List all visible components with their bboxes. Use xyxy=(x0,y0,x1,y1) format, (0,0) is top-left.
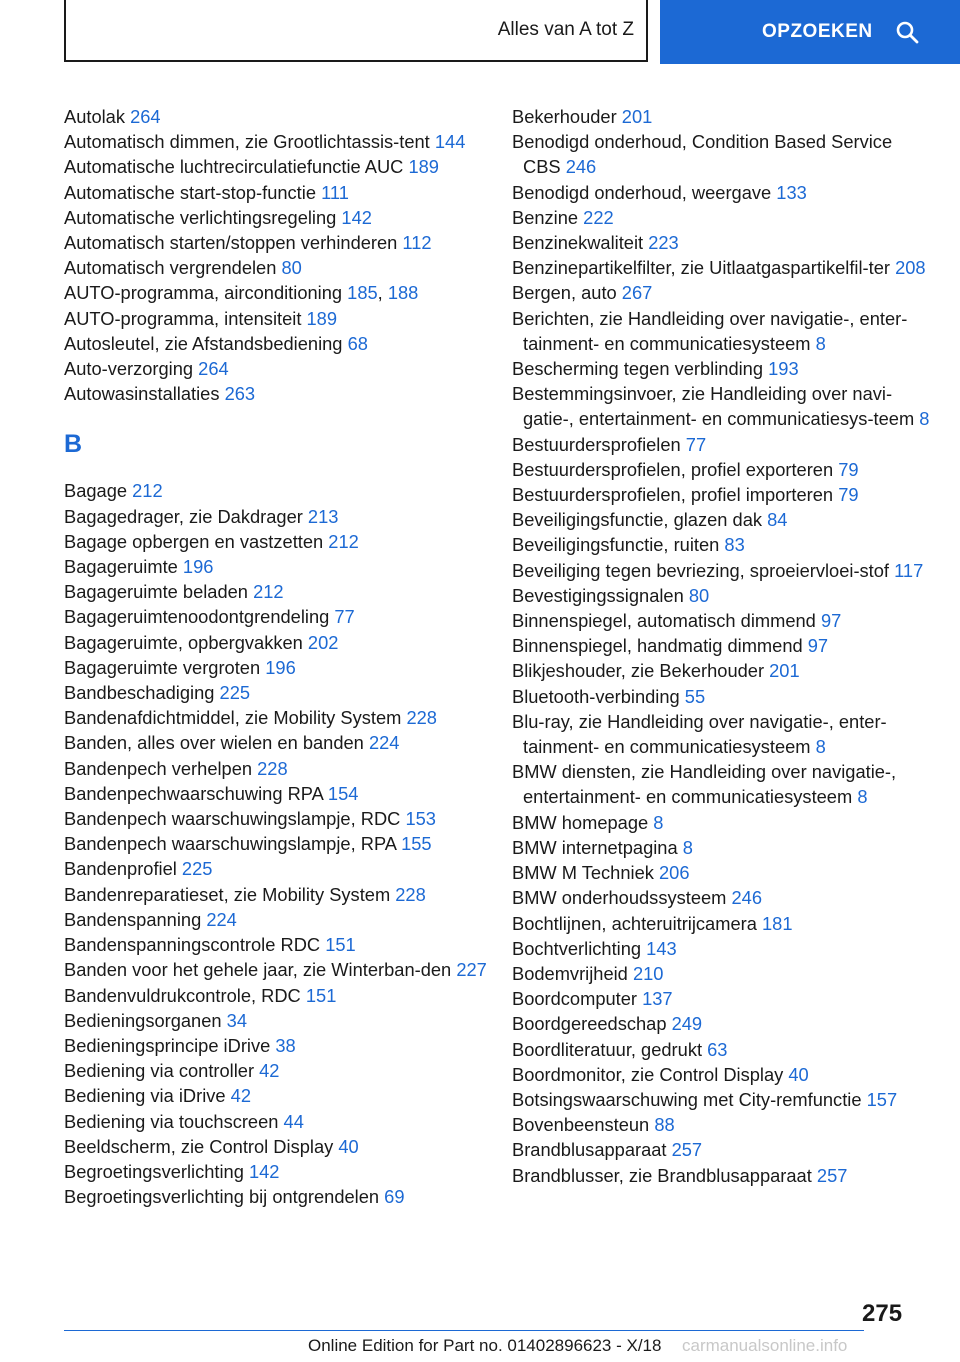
index-entry xyxy=(64,504,504,529)
page-link[interactable]: 8 xyxy=(653,811,664,833)
page-link[interactable]: 44 xyxy=(283,1110,304,1132)
index-entry xyxy=(512,810,932,835)
index-entry xyxy=(64,104,504,129)
page-link[interactable]: 246 xyxy=(731,887,762,909)
index-entry-text: Bagage opbergen en vastzetten xyxy=(64,530,324,552)
page-link[interactable]: 225 xyxy=(219,682,251,704)
page-link[interactable]: 79 xyxy=(838,458,859,480)
page-link[interactable]: 80 xyxy=(281,257,302,279)
page-link[interactable]: 213 xyxy=(307,505,339,527)
page-link[interactable]: 155 xyxy=(401,833,432,855)
header xyxy=(0,0,960,66)
index-entry xyxy=(512,457,932,482)
index-entry-text: BMW diensten, zie Handleiding over navigatie-, entertainment- en communicatiesysteem xyxy=(512,761,897,808)
index-entry xyxy=(64,983,504,1008)
index-entry xyxy=(64,205,504,230)
index-entry-text: Bagageruimtenoodontgrendeling xyxy=(64,606,330,628)
index-entry-text: Bagageruimte, opbergvakken xyxy=(64,631,303,653)
index-entry-text: Banden, alles over wielen en banden xyxy=(64,732,364,754)
index-entry-text: Benzinekwaliteit xyxy=(512,232,644,254)
index-entry xyxy=(64,478,504,503)
index-entry xyxy=(64,180,504,205)
index-entry-text: BMW internetpagina xyxy=(512,836,678,858)
index-entry xyxy=(512,1037,932,1062)
index-entry-text: Bedieningsprincipe iDrive xyxy=(64,1034,271,1056)
index-entry xyxy=(64,730,504,755)
index-entry-text: Benzine xyxy=(512,206,579,228)
section-letter: B xyxy=(64,430,83,459)
index-entry-text: Begroetingsverlichting bij ontgrendelen xyxy=(64,1186,380,1208)
index-entry xyxy=(64,907,504,932)
index-entry xyxy=(512,306,932,356)
page-link[interactable]: 185 xyxy=(347,282,378,304)
watermark: carmanualsonline.info xyxy=(682,1336,848,1355)
page-link[interactable]: 249 xyxy=(671,1013,703,1035)
index-entry xyxy=(64,781,504,806)
index-entry-text: Bestuurdersprofielen xyxy=(512,433,681,455)
page-link[interactable]: 267 xyxy=(621,282,653,304)
page-link[interactable]: 77 xyxy=(334,606,355,628)
page-link[interactable]: 264 xyxy=(198,358,229,380)
index-entry xyxy=(512,608,932,633)
index-entry xyxy=(512,1163,932,1188)
index-entry xyxy=(64,604,504,629)
index-entry-text: Bandenpechwaarschuwing RPA xyxy=(64,782,323,804)
index-entry-text: Brandblusser, zie Brandblusapparaat xyxy=(512,1164,812,1186)
index-entry xyxy=(64,1008,504,1033)
index-entry-text: Bandenspanning xyxy=(64,908,202,930)
index-entry-text: AUTO-programma, airconditioning xyxy=(64,282,343,304)
index-entry-text: Bediening via iDrive xyxy=(64,1085,226,1107)
index-entry xyxy=(64,1134,504,1159)
index-entry xyxy=(512,129,932,179)
index-entry xyxy=(512,482,932,507)
page-link[interactable]: 181 xyxy=(761,912,793,934)
page-link[interactable]: 137 xyxy=(642,988,673,1010)
index-entry xyxy=(512,633,932,658)
index-entry-text: Bescherming tegen verblinding xyxy=(512,358,764,380)
index-entry-text: Bagageruimte beladen xyxy=(64,581,248,603)
index-entry-text: Berichten, zie Handleiding over navigatie-, enter-tainment- en communicatiesysteem xyxy=(512,307,908,354)
index-entry xyxy=(64,856,504,881)
page-link[interactable]: 201 xyxy=(769,660,800,682)
index-entry xyxy=(512,432,932,457)
index-entry xyxy=(512,1087,932,1112)
index-entry xyxy=(64,705,504,730)
page-link[interactable]: 228 xyxy=(257,757,288,779)
page-link[interactable]: 83 xyxy=(724,534,745,556)
index-entry xyxy=(512,583,932,608)
index-entry-text: Bagageruimte xyxy=(64,556,178,578)
index-entry-text: Binnenspiegel, handmatig dimmend xyxy=(512,635,803,657)
index-entry-text: Boordliteratuur, gedrukt xyxy=(512,1038,703,1060)
page-link[interactable]: 224 xyxy=(368,732,400,754)
page-link[interactable]: 257 xyxy=(816,1164,848,1186)
index-entry-text: Bestuurdersprofielen, profiel importeren xyxy=(512,484,834,506)
page-link[interactable]: 228 xyxy=(406,707,437,729)
index-entry-text: Boordgereedschap xyxy=(512,1013,667,1035)
page-link[interactable]: 189 xyxy=(306,307,338,329)
index-column-left xyxy=(64,104,504,1209)
index-entry-text: Bagage xyxy=(64,480,128,502)
index-entry xyxy=(64,882,504,907)
page-link[interactable]: 143 xyxy=(646,937,677,959)
index-entry xyxy=(512,911,932,936)
index-entry xyxy=(512,709,932,759)
page-link[interactable]: 196 xyxy=(265,656,296,678)
page-link[interactable]: 97 xyxy=(820,610,842,632)
page-link[interactable]: 69 xyxy=(384,1186,405,1208)
index-entry xyxy=(512,684,932,709)
index-column-right xyxy=(512,104,932,1188)
footer-divider xyxy=(64,1330,864,1331)
page-link[interactable]: 223 xyxy=(648,232,679,254)
page-link[interactable]: 42 xyxy=(230,1085,252,1107)
index-entry xyxy=(64,806,504,831)
page-link[interactable]: 189 xyxy=(408,156,439,178)
index-entry xyxy=(64,957,504,982)
index-entry xyxy=(512,255,932,280)
index-entry-text: Bandenpech waarschuwingslampje, RPA xyxy=(64,833,396,855)
page-link[interactable]: 8 xyxy=(815,332,826,354)
page-link[interactable]: 208 xyxy=(895,257,926,279)
index-entry xyxy=(64,1184,504,1209)
index-entry xyxy=(512,885,932,910)
index-entry-text: Bagageruimte vergroten xyxy=(64,656,261,678)
index-entry-text: Benodigd onderhoud, Condition Based Service CBS xyxy=(512,131,893,178)
page-link[interactable]: 212 xyxy=(132,480,163,502)
index-entry-text: Boordmonitor, zie Control Display xyxy=(512,1063,784,1085)
page-link[interactable]: 84 xyxy=(767,509,788,531)
index-entry xyxy=(512,835,932,860)
index-entry xyxy=(512,1062,932,1087)
page-link[interactable]: 63 xyxy=(707,1038,728,1060)
index-entry-text: Bediening via touchscreen xyxy=(64,1110,279,1132)
index-entry xyxy=(512,356,932,381)
index-entry-text: Beveiliging tegen bevriezing, sproeiervloei-stof xyxy=(512,559,890,581)
page-link[interactable]: 112 xyxy=(402,232,432,254)
page-link[interactable]: 142 xyxy=(341,206,372,228)
index-entry-text: Bestuurdersprofielen, profiel exporteren xyxy=(512,458,834,480)
index-entry-text: Binnenspiegel, automatisch dimmend xyxy=(512,610,816,632)
page-link[interactable]: 42 xyxy=(259,1060,280,1082)
page-link[interactable]: 79 xyxy=(838,484,859,506)
index-entry xyxy=(512,1137,932,1162)
index-entry-text: Bovenbeensteun xyxy=(512,1114,650,1136)
page-link[interactable]: 224 xyxy=(206,908,237,930)
index-entry xyxy=(64,655,504,680)
page-link[interactable]: 246 xyxy=(565,156,597,178)
page-link[interactable]: 263 xyxy=(224,383,256,405)
page-link[interactable]: 8 xyxy=(815,736,826,758)
page-link[interactable]: 8 xyxy=(857,786,868,808)
index-entry-text: Automatisch dimmen, zie Grootlichtassis-tent xyxy=(64,131,430,153)
page-link[interactable]: 151 xyxy=(305,984,337,1006)
index-entry-text: Beeldscherm, zie Control Display xyxy=(64,1135,334,1157)
page-link[interactable]: 142 xyxy=(248,1160,280,1182)
page-link[interactable]: 154 xyxy=(327,782,359,804)
index-entry-text: BMW homepage xyxy=(512,811,649,833)
index-entry xyxy=(512,558,932,583)
index-entry xyxy=(512,759,932,809)
index-entry xyxy=(64,1058,504,1083)
index-entry xyxy=(512,104,932,129)
index-entry-text: Auto-verzorging xyxy=(64,358,194,380)
page-link[interactable]: 40 xyxy=(338,1135,359,1157)
index-entry-text: BMW onderhoudssysteem xyxy=(512,887,727,909)
index-entry-text: Bochtverlichting xyxy=(512,937,642,959)
index-entry xyxy=(64,630,504,655)
page-link[interactable]: 210 xyxy=(632,962,664,984)
index-entry-text: Bandenpech waarschuwingslampje, RDC xyxy=(64,808,401,830)
index-entry-text: Bekerhouder xyxy=(512,106,617,127)
page-link[interactable]: 68 xyxy=(347,332,368,354)
page-link[interactable]: 97 xyxy=(807,635,829,657)
page-link[interactable]: 188 xyxy=(387,282,419,304)
page-link[interactable]: 144 xyxy=(434,131,466,153)
index-entry xyxy=(64,579,504,604)
index-entry xyxy=(64,756,504,781)
index-entry-text: Benodigd onderhoud, weergave xyxy=(512,181,772,203)
index-entry xyxy=(512,1112,932,1137)
index-entry xyxy=(64,1083,504,1108)
index-entry-text: Blikjeshouder, zie Bekerhouder xyxy=(512,660,765,682)
index-entry-text: Blu-ray, zie Handleiding over navigatie-, enter-tainment- en communicatiesysteem xyxy=(512,710,887,758)
index-entry-text: Automatische verlichtingsregeling xyxy=(64,206,337,228)
page-link[interactable]: 257 xyxy=(671,1139,703,1161)
index-entry-text: Bochtlijnen, achteruitrijcamera xyxy=(512,912,757,934)
index-entry-text: Bodemvrijheid xyxy=(512,962,628,984)
page-number: 275 xyxy=(862,1300,903,1327)
tab-label: Alles van A tot Z xyxy=(497,19,634,40)
index-entry xyxy=(64,230,504,255)
page-link[interactable]: 227 xyxy=(456,959,487,981)
page-link[interactable]: 201 xyxy=(621,106,653,127)
index-entry xyxy=(64,680,504,705)
index-entry xyxy=(512,507,932,532)
index-entry xyxy=(64,331,504,356)
index-entry xyxy=(64,1109,504,1134)
index-entry xyxy=(512,230,932,255)
index-entry xyxy=(64,255,504,280)
page-link[interactable]: 8 xyxy=(682,836,693,858)
index-entry xyxy=(64,529,504,554)
index-entry-text: AUTO-programma, intensiteit xyxy=(64,307,302,329)
index-entry-text: Begroetingsverlichting xyxy=(64,1160,244,1182)
index-entry-text: Autosleutel, zie Afstandsbediening xyxy=(64,332,343,354)
index-entry-text: BMW M Techniek xyxy=(512,862,654,884)
index-entry-text: Bergen, auto xyxy=(512,282,617,304)
page-link[interactable]: 80 xyxy=(688,584,710,606)
index-entry-text: Bediening via controller xyxy=(64,1060,255,1082)
index-entry-text: Bestemmingsinvoer, zie Handleiding over navi-gatie-, entertainment- en communicatiesys-teem xyxy=(512,383,915,430)
index-entry-text: Bluetooth-verbinding xyxy=(512,685,680,707)
index-entry-text: Benzinepartikelfilter, zie Uitlaatgaspartikelfil-ter xyxy=(512,257,890,279)
index-entry-text: Autowasinstallaties xyxy=(64,383,220,405)
page-link[interactable]: 117 xyxy=(894,559,924,581)
search-label: OPZOEKEN xyxy=(762,21,873,42)
index-entry-text: Autolak xyxy=(64,106,125,127)
index-entry-text: Bedieningsorganen xyxy=(64,1009,222,1031)
index-entry-text: Boordcomputer xyxy=(512,988,637,1010)
index-entry xyxy=(512,1011,932,1036)
index-entry xyxy=(512,180,932,205)
index-entry-text: Bandenreparatieset, zie Mobility System xyxy=(64,883,391,905)
tab-alles-van-a-tot-z[interactable] xyxy=(64,0,648,62)
index-entry xyxy=(512,961,932,986)
index-entry xyxy=(512,658,932,683)
index-entry: AUTO-programma, airconditioning 185, 188 xyxy=(64,282,419,304)
index-entry xyxy=(512,986,932,1011)
index-entry xyxy=(64,154,504,179)
index-entry xyxy=(512,381,932,431)
edition-text: Online Edition for Part no. 01402896623 - X/18 xyxy=(308,1336,662,1355)
page-link[interactable]: 153 xyxy=(405,808,436,830)
index-entry xyxy=(64,831,504,856)
page-link[interactable]: 111 xyxy=(321,181,349,203)
page-link[interactable]: 212 xyxy=(253,581,284,603)
index-entry-text: Bandenvuldrukcontrole, RDC xyxy=(64,984,301,1006)
page-link[interactable]: 212 xyxy=(328,530,359,552)
index-entry xyxy=(512,205,932,230)
index-entry xyxy=(64,381,504,406)
page-link[interactable]: 225 xyxy=(181,858,213,880)
index-entry-text: Bagagedrager, zie Dakdrager xyxy=(64,505,303,527)
index-entry-text: Bandbeschadiging xyxy=(64,682,215,704)
page-link[interactable]: 157 xyxy=(866,1088,898,1110)
page-link[interactable]: 133 xyxy=(776,181,807,203)
index-entry-text: Brandblusapparaat xyxy=(512,1139,667,1161)
page-link[interactable]: 264 xyxy=(130,106,161,127)
index-entry xyxy=(512,860,932,885)
index-entry xyxy=(512,532,932,557)
index-entry-text: Beveiligingsfunctie, ruiten xyxy=(512,534,720,556)
index-entry-text: Banden voor het gehele jaar, zie Winterban-den xyxy=(64,959,452,981)
index-entry xyxy=(64,1159,504,1184)
index-entry-text: Bandenafdichtmiddel, zie Mobility System xyxy=(64,707,402,729)
page-link[interactable]: 40 xyxy=(788,1063,809,1085)
index-entry-text: Automatische start-stop-functie xyxy=(64,181,316,203)
page-link[interactable]: 88 xyxy=(654,1114,675,1136)
page-link[interactable]: 151 xyxy=(325,934,356,956)
index-entry xyxy=(512,280,932,305)
page-link[interactable]: 77 xyxy=(685,433,707,455)
page-link[interactable]: 38 xyxy=(275,1034,296,1056)
index-entry-text: Bandenspanningscontrole RDC xyxy=(64,934,321,956)
search-button[interactable] xyxy=(660,0,960,64)
index-entry xyxy=(64,306,504,331)
index-entry-text: Automatische luchtrecirculatiefunctie AUC xyxy=(64,156,404,178)
page-link[interactable]: 193 xyxy=(768,358,799,380)
index-entry xyxy=(64,554,504,579)
page-link[interactable]: 196 xyxy=(182,556,214,578)
index-entry-text: Automatisch starten/stoppen verhinderen xyxy=(64,232,398,254)
index-entry-text: Bandenprofiel xyxy=(64,858,177,880)
page-link[interactable]: 55 xyxy=(684,685,706,707)
index-entry-text: Beveiligingsfunctie, glazen dak xyxy=(512,509,763,531)
index-entry xyxy=(64,129,504,154)
search-icon xyxy=(895,20,919,44)
page-link[interactable]: 222 xyxy=(583,206,614,228)
index-entry-text: Automatisch vergrendelen xyxy=(64,257,277,279)
page-link[interactable]: 34 xyxy=(226,1009,247,1031)
index-entry-text: Bevestigingssignalen xyxy=(512,584,684,606)
index-entry xyxy=(64,356,504,381)
index-entry xyxy=(512,936,932,961)
index-entry-text: Botsingswaarschuwing met City-remfunctie xyxy=(512,1088,862,1110)
index-entry-text: Bandenpech verhelpen xyxy=(64,757,253,779)
index-entry xyxy=(64,1033,504,1058)
page-link[interactable]: 202 xyxy=(307,631,339,653)
page-link[interactable]: 228 xyxy=(395,883,426,905)
index-entry xyxy=(64,932,504,957)
page-link[interactable]: 8 xyxy=(919,408,930,430)
page-link[interactable]: 206 xyxy=(658,862,690,884)
